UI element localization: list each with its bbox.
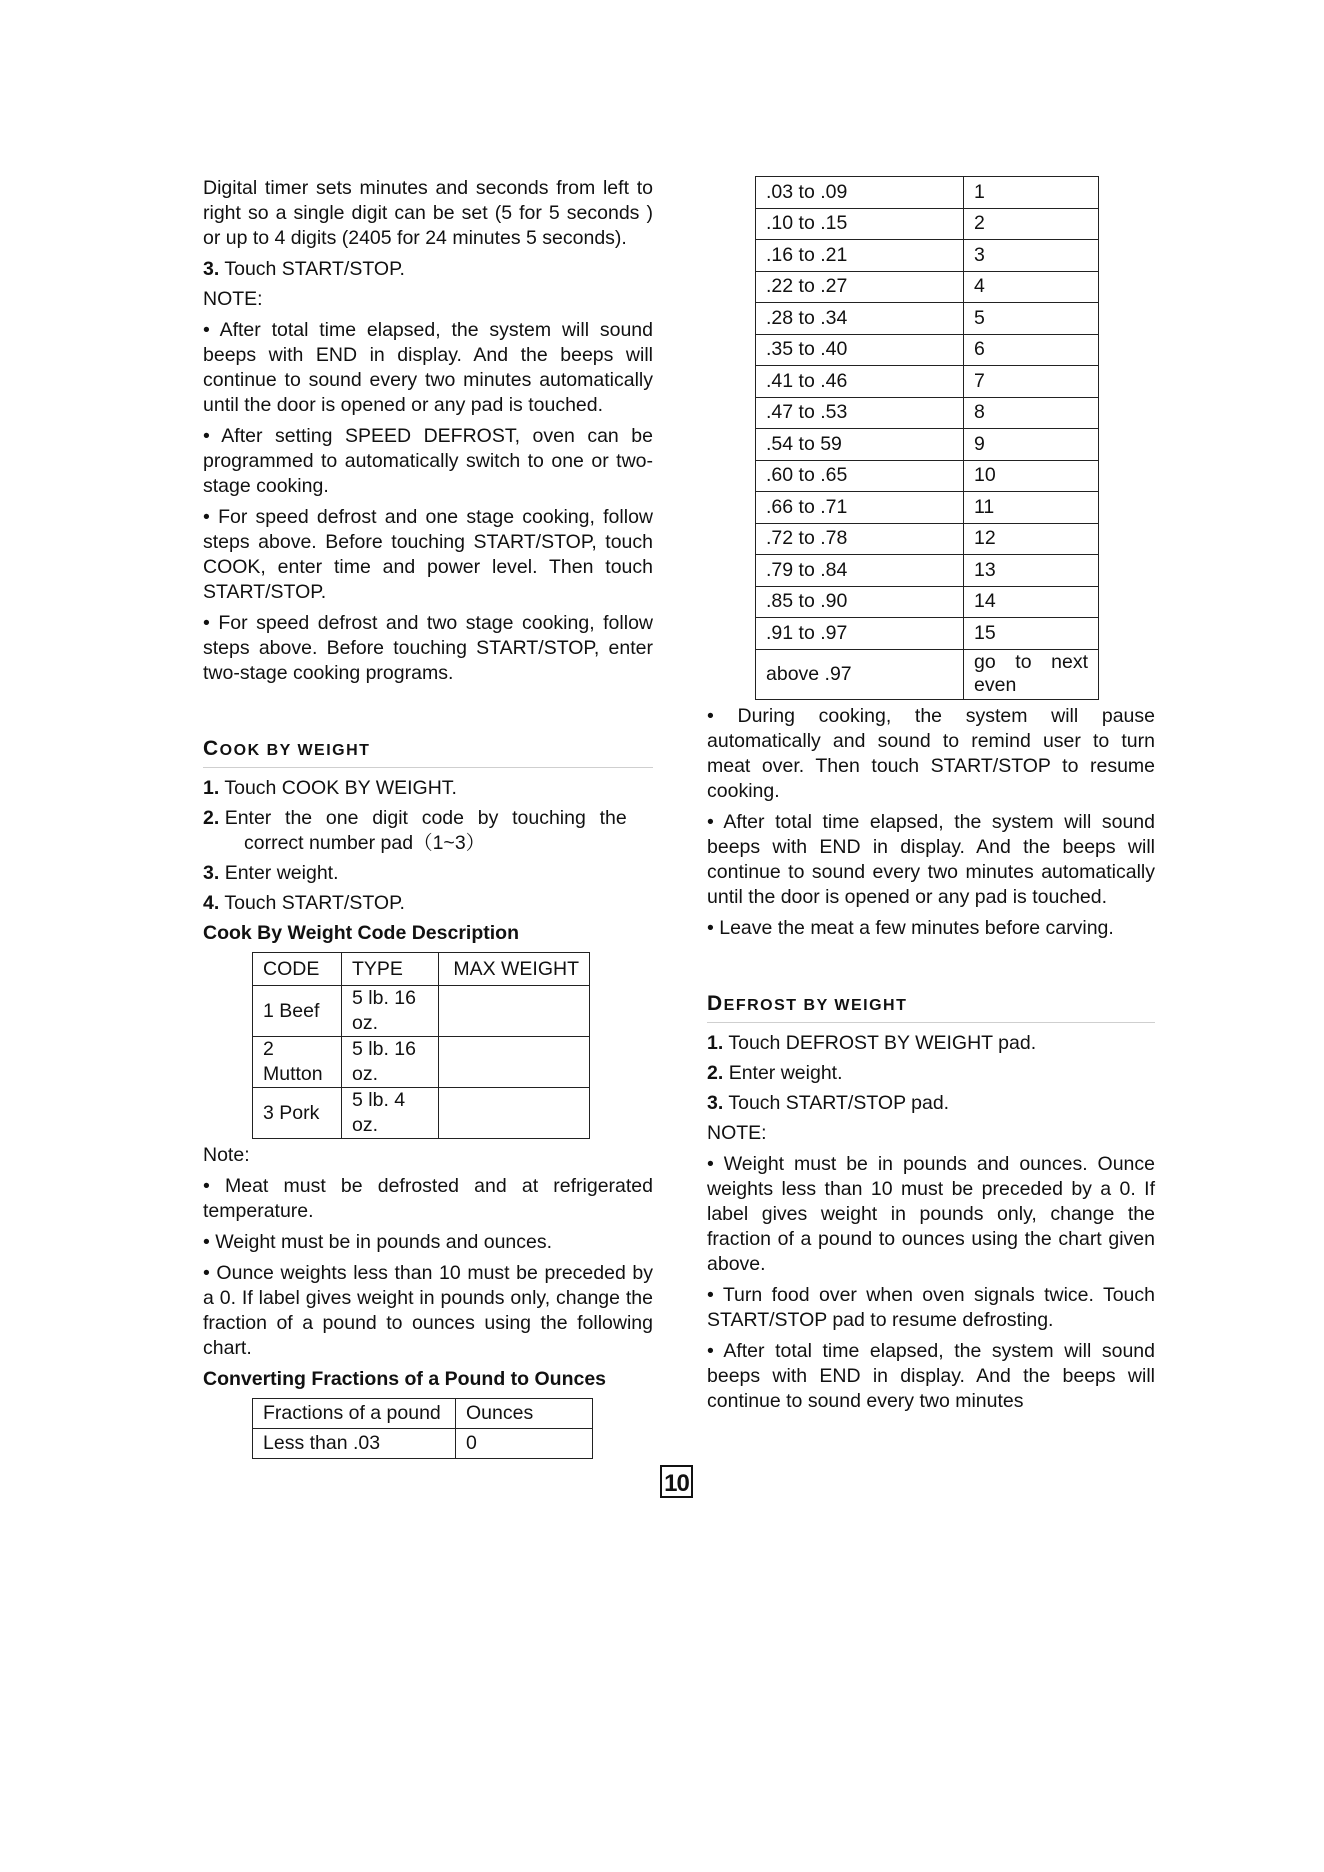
timer-intro: Digital timer sets minutes and seconds from left to right so a single digit can be set (5 for 5 seconds ) or up to 4 digits (2405 for 24 minutes 5 seconds). [203, 177, 653, 249]
table-cell: .03 to .09 [756, 177, 964, 209]
table-cell: 0 [456, 1429, 593, 1459]
table-cell: .10 to .15 [756, 208, 964, 240]
table-cell [439, 986, 590, 1037]
header-cell: TYPE [342, 953, 439, 986]
step-number: 2. [707, 1061, 724, 1084]
table-cell: .22 to .27 [756, 271, 964, 303]
note-item: • Weight must be in pounds and ounces. Ounce weights less than 10 must be preceded by a 0. If label gives weight in pounds only, change the fraction of a pound to ounces using the chart given above. [707, 1152, 1155, 1275]
table-row [756, 240, 1099, 272]
defrost-by-weight-heading: DEFROST BY WEIGHT [707, 991, 1155, 1023]
step-text: Touch START/STOP pad. [728, 1091, 950, 1114]
table-cell: 11 [964, 492, 1099, 524]
table-row [756, 366, 1099, 398]
note-item: • After total time elapsed, the system will sound beeps with END in display. And the beeps will continue to sound every two minutes automatically until the door is opened or any pad is touched. [707, 810, 1155, 908]
table-cell: 8 [964, 397, 1099, 429]
step-text-continued: correct number pad（1~3） [244, 832, 486, 854]
left-column [203, 176, 653, 1459]
cook-by-weight-heading: COOK BY WEIGHT [203, 736, 653, 768]
table-row [756, 586, 1099, 618]
table-cell: 7 [964, 366, 1099, 398]
step-item [203, 891, 653, 916]
table-cell: .41 to .46 [756, 366, 964, 398]
note-item: • After total time elapsed, the system will sound beeps with END in display. And the beeps will continue to sound every two minutes [707, 1339, 1155, 1412]
table-cell: 10 [964, 460, 1099, 492]
step-number: 3. [707, 1091, 724, 1114]
table-cell: 15 [964, 618, 1099, 650]
table-cell: 4 [964, 271, 1099, 303]
note-item: • Weight must be in pounds and ounces. [203, 1231, 553, 1253]
table-cell: above .97 [756, 649, 964, 699]
note-label: NOTE: [203, 288, 263, 310]
fraction-table [252, 1398, 593, 1459]
step-number: 3. [203, 862, 220, 884]
table-cell: 9 [964, 429, 1099, 461]
note-label: Note: [203, 1144, 250, 1166]
step-number: 1. [203, 777, 220, 799]
step-item [707, 1031, 1155, 1056]
header-cell: Ounces [456, 1399, 593, 1429]
note-item: • After setting SPEED DEFROST, oven can be programmed to automatically switch to one or two-stage cooking. [203, 425, 653, 497]
defrost-notes-list [707, 1152, 1155, 1414]
table-header-row [253, 953, 590, 986]
step-item [203, 806, 653, 856]
table-cell: .35 to .40 [756, 334, 964, 366]
table-cell: Less than .03 [253, 1429, 456, 1459]
step-text: Enter weight. [728, 1061, 843, 1084]
step-number: 4. [203, 892, 220, 914]
code-description-table [252, 952, 590, 1139]
step-3 [203, 257, 653, 282]
table-row [253, 986, 590, 1037]
table-cell: 6 [964, 334, 1099, 366]
table-header-row [253, 1399, 593, 1429]
step-item [203, 776, 653, 801]
table-cell: .16 to .21 [756, 240, 964, 272]
step-item [203, 861, 653, 886]
table-cell: .60 to .65 [756, 460, 964, 492]
table-cell: 14 [964, 586, 1099, 618]
step-text: Touch START/STOP. [224, 892, 405, 914]
note-item: • Meat must be defrosted and at refrigerated temperature. [203, 1175, 653, 1222]
defrost-steps-list [707, 1031, 1155, 1116]
table-row [756, 303, 1099, 335]
table-cell: go to next even [964, 649, 1099, 699]
table-row [756, 429, 1099, 461]
table-row [756, 492, 1099, 524]
table-cell: .54 to 59 [756, 429, 964, 461]
step-number: 2. [203, 807, 220, 829]
table-row [756, 177, 1099, 209]
step-text: Touch START/STOP. [224, 258, 405, 280]
table-cell: 1 [964, 177, 1099, 209]
table-row [756, 334, 1099, 366]
table-cell: 2 [964, 208, 1099, 240]
table-cell: 1 Beef [253, 986, 342, 1037]
step-text: Touch DEFROST BY WEIGHT pad. [728, 1031, 1037, 1054]
page-number: 10 [660, 1465, 693, 1498]
table-row [253, 1429, 593, 1459]
table-row [756, 649, 1099, 699]
table-row [756, 460, 1099, 492]
table-cell: .79 to .84 [756, 555, 964, 587]
meat-notes-list [203, 1174, 653, 1361]
note-item: • Turn food over when oven signals twice. Touch START/STOP pad to resume defrosting. [707, 1283, 1155, 1331]
note-item: • Ounce weights less than 10 must be preceded by a 0. If label gives weight in pounds only, change the fraction of a pound to ounces using the following chart. [203, 1262, 653, 1359]
header-cell: MAX WEIGHT [439, 953, 590, 986]
table-cell: .66 to .71 [756, 492, 964, 524]
step-number: 3. [203, 258, 220, 280]
table-row [756, 271, 1099, 303]
table-cell: 5 lb. 16 oz. [342, 1037, 439, 1088]
table-cell: 3 [964, 240, 1099, 272]
table-cell [439, 1088, 590, 1139]
table-row [756, 208, 1099, 240]
table-cell: .47 to .53 [756, 397, 964, 429]
table-row [253, 1037, 590, 1088]
table-cell: 3 Pork [253, 1088, 342, 1139]
note-item: • After total time elapsed, the system will sound beeps with END in display. And the beeps will continue to sound every two minutes automatically until the door is opened or any pad is touched. [203, 319, 653, 416]
step-number: 1. [707, 1031, 724, 1054]
table-row [756, 397, 1099, 429]
step-text: Enter weight. [224, 862, 339, 884]
cook-notes-list [707, 704, 1155, 941]
note-label: NOTE: [707, 1121, 767, 1144]
fraction-table-title: Converting Fractions of a Pound to Ounces [203, 1368, 607, 1390]
step-item [707, 1061, 1155, 1086]
code-table-title: Cook By Weight Code Description [203, 922, 519, 944]
note-item: • For speed defrost and two stage cooking, follow steps above. Before touching START/STOP, enter two-stage cooking programs. [203, 612, 653, 684]
note-item: • For speed defrost and one stage cooking, follow steps above. Before touching START/STOP, touch COOK, enter time and power level. Then touch START/STOP. [203, 506, 653, 603]
table-cell: 12 [964, 523, 1099, 555]
table-cell [439, 1037, 590, 1088]
cook-steps-list [203, 776, 653, 916]
table-cell: 13 [964, 555, 1099, 587]
note-item: • Leave the meat a few minutes before carving. [707, 916, 1114, 939]
table-cell: 5 [964, 303, 1099, 335]
table-cell: .72 to .78 [756, 523, 964, 555]
table-cell: 5 lb. 16 oz. [342, 986, 439, 1037]
table-cell: .28 to .34 [756, 303, 964, 335]
table-row [756, 618, 1099, 650]
table-row [756, 523, 1099, 555]
note-item: • During cooking, the system will pause automatically and sound to remind user to turn meat over. Then touch START/STOP to resume cooking. [707, 704, 1155, 802]
table-row [756, 555, 1099, 587]
ounce-conversion-table [755, 176, 1099, 700]
right-column [707, 176, 1155, 1420]
table-cell: 2 Mutton [253, 1037, 342, 1088]
header-cell: CODE [253, 953, 342, 986]
table-cell: .85 to .90 [756, 586, 964, 618]
table-row [253, 1088, 590, 1139]
header-cell: Fractions of a pound [253, 1399, 456, 1429]
step-item [707, 1091, 1155, 1116]
table-cell: .91 to .97 [756, 618, 964, 650]
table-cell: 5 lb. 4 oz. [342, 1088, 439, 1139]
step-text: Enter the one digit code by touching the [224, 807, 627, 829]
step-text: Touch COOK BY WEIGHT. [224, 777, 457, 799]
